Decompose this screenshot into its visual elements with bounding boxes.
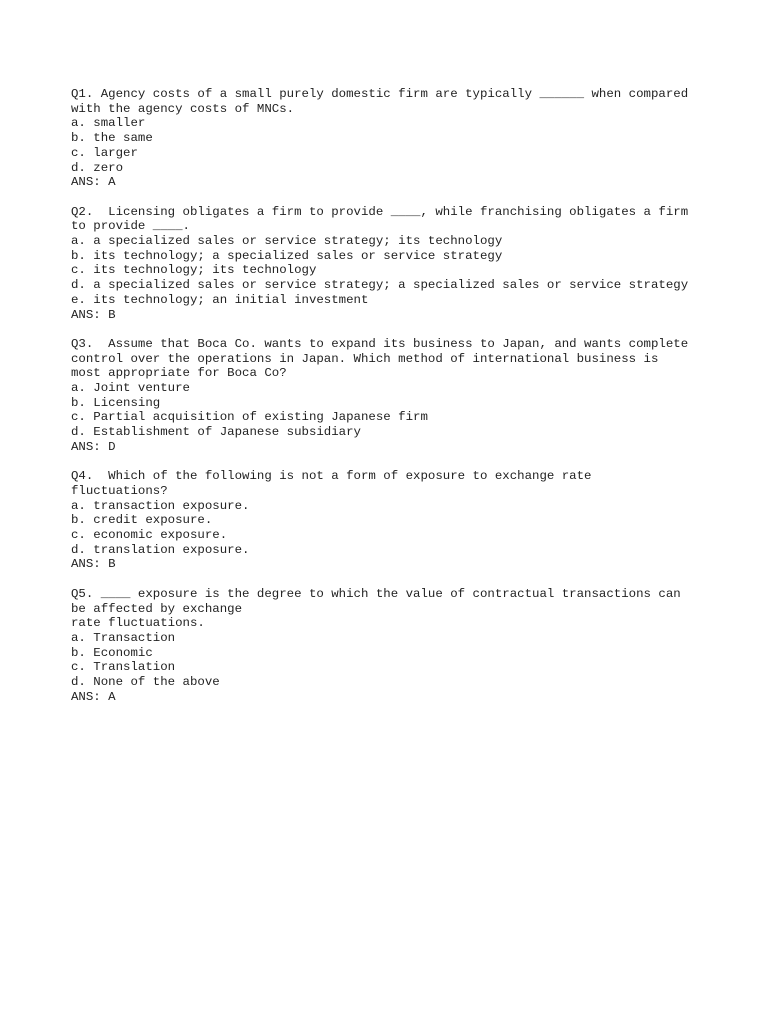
question-text-line: Q4. Which of the following is not a form of exposure to exchange rate [71, 469, 592, 484]
answer-option: b. the same [71, 131, 153, 146]
answer-option: a. Transaction [71, 630, 176, 645]
answer-option: b. Economic [71, 645, 153, 660]
question-text-line: Q5. ____ exposure is the degree to which the value of contractual transactions can [71, 586, 681, 601]
answer-option: c. Partial acquisition of existing Japanese firm [71, 410, 428, 425]
question-text-line: most appropriate for Boca Co? [71, 366, 287, 381]
question-text-line: fluctuations? [71, 483, 168, 498]
answer-key: ANS: B [71, 557, 116, 572]
question-text-line: control over the operations in Japan. Which method of international business is [71, 351, 659, 366]
answer-option: d. zero [71, 160, 124, 175]
answer-option: d. None of the above [71, 675, 220, 690]
answer-option: c. larger [71, 145, 138, 160]
question-text-line: with the agency costs of MNCs. [71, 101, 295, 116]
answer-option: c. its technology; its technology [71, 263, 317, 278]
answer-option: a. smaller [71, 116, 146, 131]
answer-key: ANS: A [71, 689, 116, 704]
answer-option: b. credit exposure. [71, 513, 213, 528]
answer-option: a. Joint venture [71, 381, 190, 396]
answer-option: e. its technology; an initial investment [71, 292, 369, 307]
answer-option: c. Translation [71, 660, 176, 675]
question-4 [71, 469, 761, 572]
answer-option: d. translation exposure. [71, 542, 250, 557]
question-text-line: be affected by exchange [71, 601, 243, 616]
answer-key: ANS: D [71, 439, 116, 454]
answer-option: d. a specialized sales or service strategy; a specialized sales or service strategy [71, 278, 689, 293]
question-text-line: Q3. Assume that Boca Co. wants to expand its business to Japan, and wants complete [71, 336, 689, 351]
question-3 [71, 337, 761, 455]
answer-key: ANS: A [71, 175, 116, 190]
document-page [71, 87, 761, 719]
question-5 [71, 587, 761, 705]
question-1 [71, 87, 761, 190]
answer-option: a. a specialized sales or service strategy; its technology [71, 234, 503, 249]
question-2 [71, 205, 761, 323]
question-text-line: to provide ____. [71, 219, 190, 234]
question-text-line: Q1. Agency costs of a small purely domestic firm are typically ______ when compared [71, 87, 689, 101]
answer-option: a. transaction exposure. [71, 498, 250, 513]
answer-option: c. economic exposure. [71, 528, 228, 543]
answer-key: ANS: B [71, 307, 116, 322]
answer-option: d. Establishment of Japanese subsidiary [71, 425, 361, 440]
question-text-line: Q2. Licensing obligates a firm to provide ____, while franchising obligates a firm [71, 204, 689, 219]
question-text-line: rate fluctuations. [71, 616, 205, 631]
answer-option: b. its technology; a specialized sales or service strategy [71, 248, 503, 263]
answer-option: b. Licensing [71, 395, 161, 410]
